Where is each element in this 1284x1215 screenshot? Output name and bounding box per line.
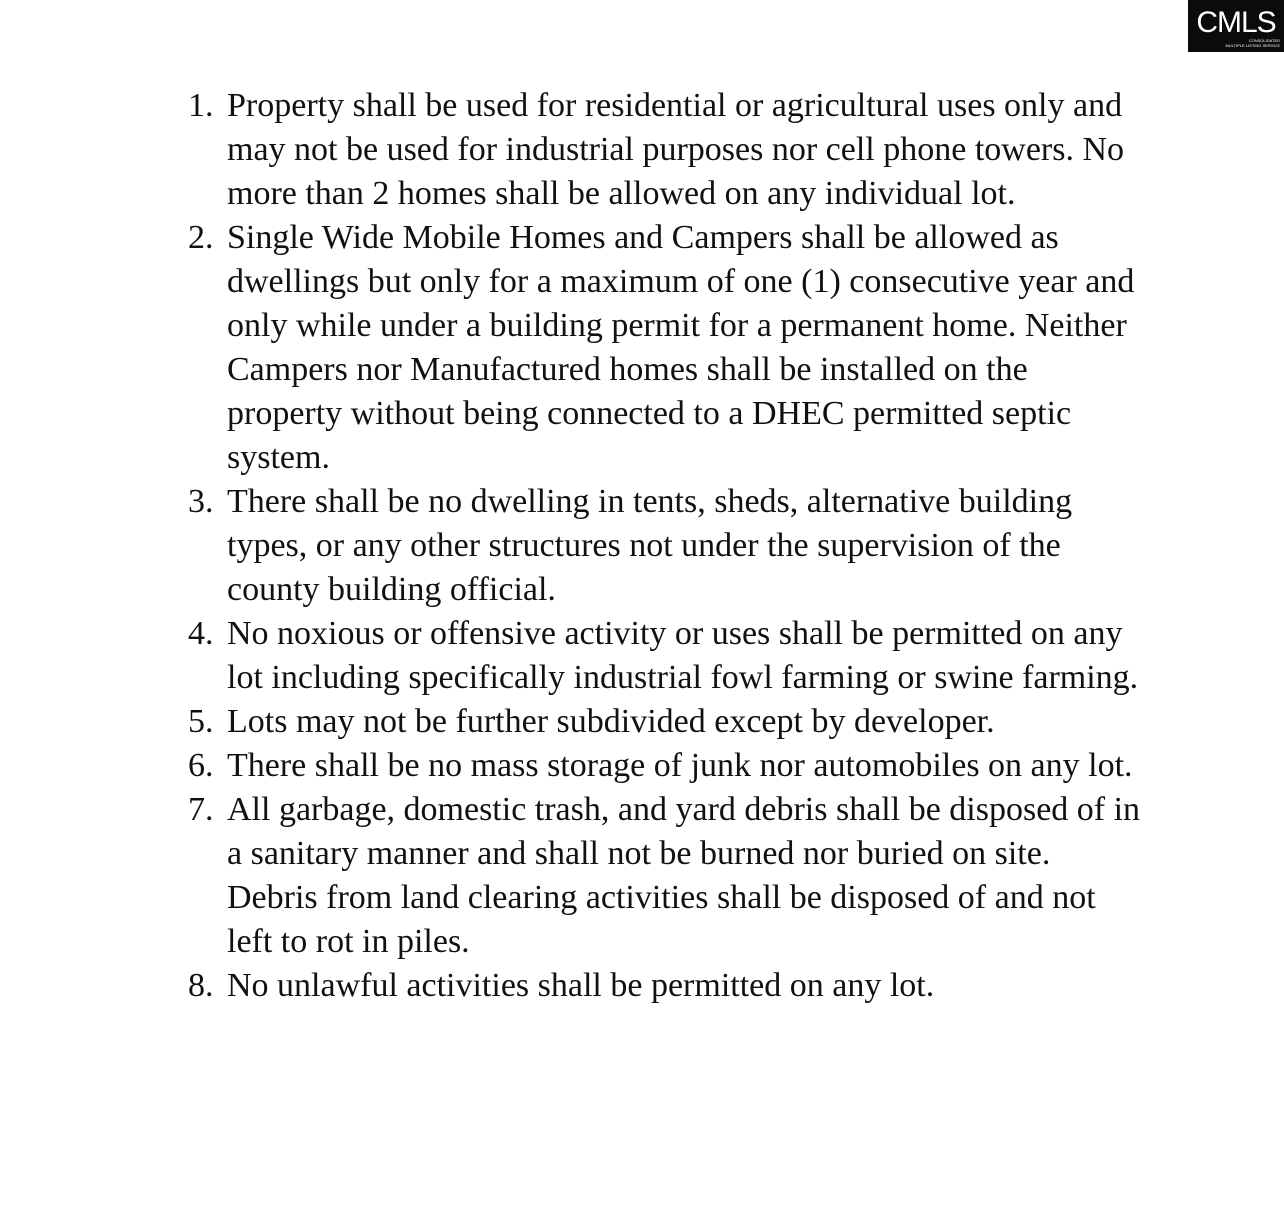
restriction-text: Property shall be used for residential or agricultural uses only and may not be used for industrial purposes nor cell phone towers. No more than 2 homes shall be allowed on any individual lot.	[227, 87, 1125, 212]
restriction-text: All garbage, domestic trash, and yard debris shall be disposed of in a sanitary manner and shall not be burned nor buried on site. Debris from land clearing activities shall be disposed of and not left to rot in piles.	[227, 791, 1141, 960]
restriction-number: 6.	[188, 747, 214, 784]
restriction-item	[186, 84, 1146, 216]
restriction-number: 2.	[188, 219, 214, 256]
restriction-item	[186, 216, 1146, 480]
cmls-logo-mark	[1188, 0, 1284, 52]
cmls-logo	[1188, 0, 1284, 52]
restriction-item	[186, 612, 1146, 700]
restriction-item	[186, 744, 1146, 788]
restriction-text: Lots may not be further subdivided except by developer.	[227, 703, 995, 740]
restriction-number: 3.	[188, 483, 214, 520]
restriction-item	[186, 700, 1146, 744]
restriction-text: No unlawful activities shall be permitted on any lot.	[227, 967, 935, 1004]
svg-text:CONSOLIDATED: CONSOLIDATED	[1248, 38, 1280, 43]
restriction-number: 7.	[188, 791, 214, 828]
restriction-number: 5.	[188, 703, 214, 740]
restriction-text: Single Wide Mobile Homes and Campers shall be allowed as dwellings but only for a maximum of one (1) consecutive year and only while under a building permit for a permanent home. Neither Campers nor Manufactured homes shall be installed on the property without being connected to a DHEC permitted septic system.	[227, 219, 1135, 476]
restriction-item	[186, 480, 1146, 612]
restriction-number: 1.	[188, 87, 214, 124]
restriction-text: There shall be no mass storage of junk nor automobiles on any lot.	[227, 747, 1133, 784]
svg-text:CMLS: CMLS	[1196, 6, 1276, 39]
restriction-number: 8.	[188, 967, 214, 1004]
restriction-item	[186, 964, 1146, 1008]
restriction-number: 4.	[188, 615, 214, 652]
restriction-text: No noxious or offensive activity or uses shall be permitted on any lot including specifically industrial fowl farming or swine farming.	[227, 615, 1139, 696]
restrictions-list	[186, 84, 1146, 1008]
restriction-text: There shall be no dwelling in tents, sheds, alternative building types, or any other structures not under the supervision of the county building official.	[227, 483, 1073, 608]
svg-text:MULTIPLE LISTING SERVICE: MULTIPLE LISTING SERVICE	[1225, 43, 1280, 48]
restriction-item	[186, 788, 1146, 964]
